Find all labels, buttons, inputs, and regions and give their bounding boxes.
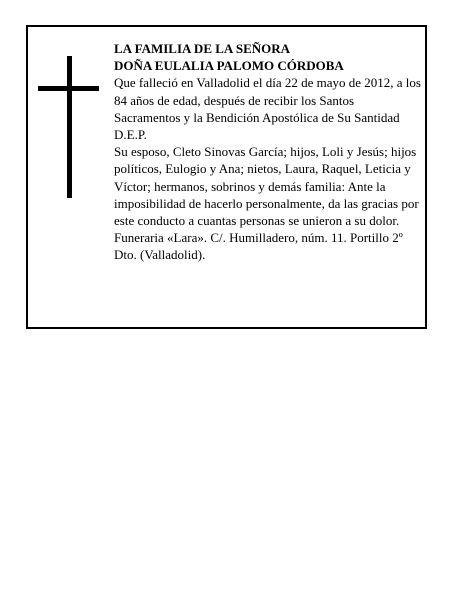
funeral-home-paragraph: Funeraria «Lara». C/. Humilladero, núm. 11. Portillo 2º Dto. (Valladolid).	[114, 230, 403, 263]
notice-heading-line-1: LA FAMILIA DE LA SEÑORA	[114, 41, 291, 56]
notice-text	[114, 40, 422, 264]
cross-horizontal-bar	[38, 86, 99, 91]
notice-heading-line-2: DOÑA EULALIA PALOMO CÓRDOBA	[114, 58, 344, 74]
cross-vertical-bar	[67, 56, 72, 198]
death-paragraph: Que falleció en Valladolid el día 22 de mayo de 2012, a los 84 años de edad, después de recibir los Santos Sacramentos y la Bendición Apostólica de Su Santidad D.E.P.	[114, 75, 421, 143]
family-paragraph: Su esposo, Cleto Sinovas García; hijos, Loli y Jesús; hijos políticos, Eulogio y Ana; nietos, Laura, Raquel, Leticia y Víctor; hermanos, sobrinos y demás familia: Ante la imposibilidad de hacerlo personalmente, da las gracias por este conducto a cuantas personas se unieron a su dolor.	[114, 144, 419, 229]
obituary-notice	[26, 25, 427, 329]
